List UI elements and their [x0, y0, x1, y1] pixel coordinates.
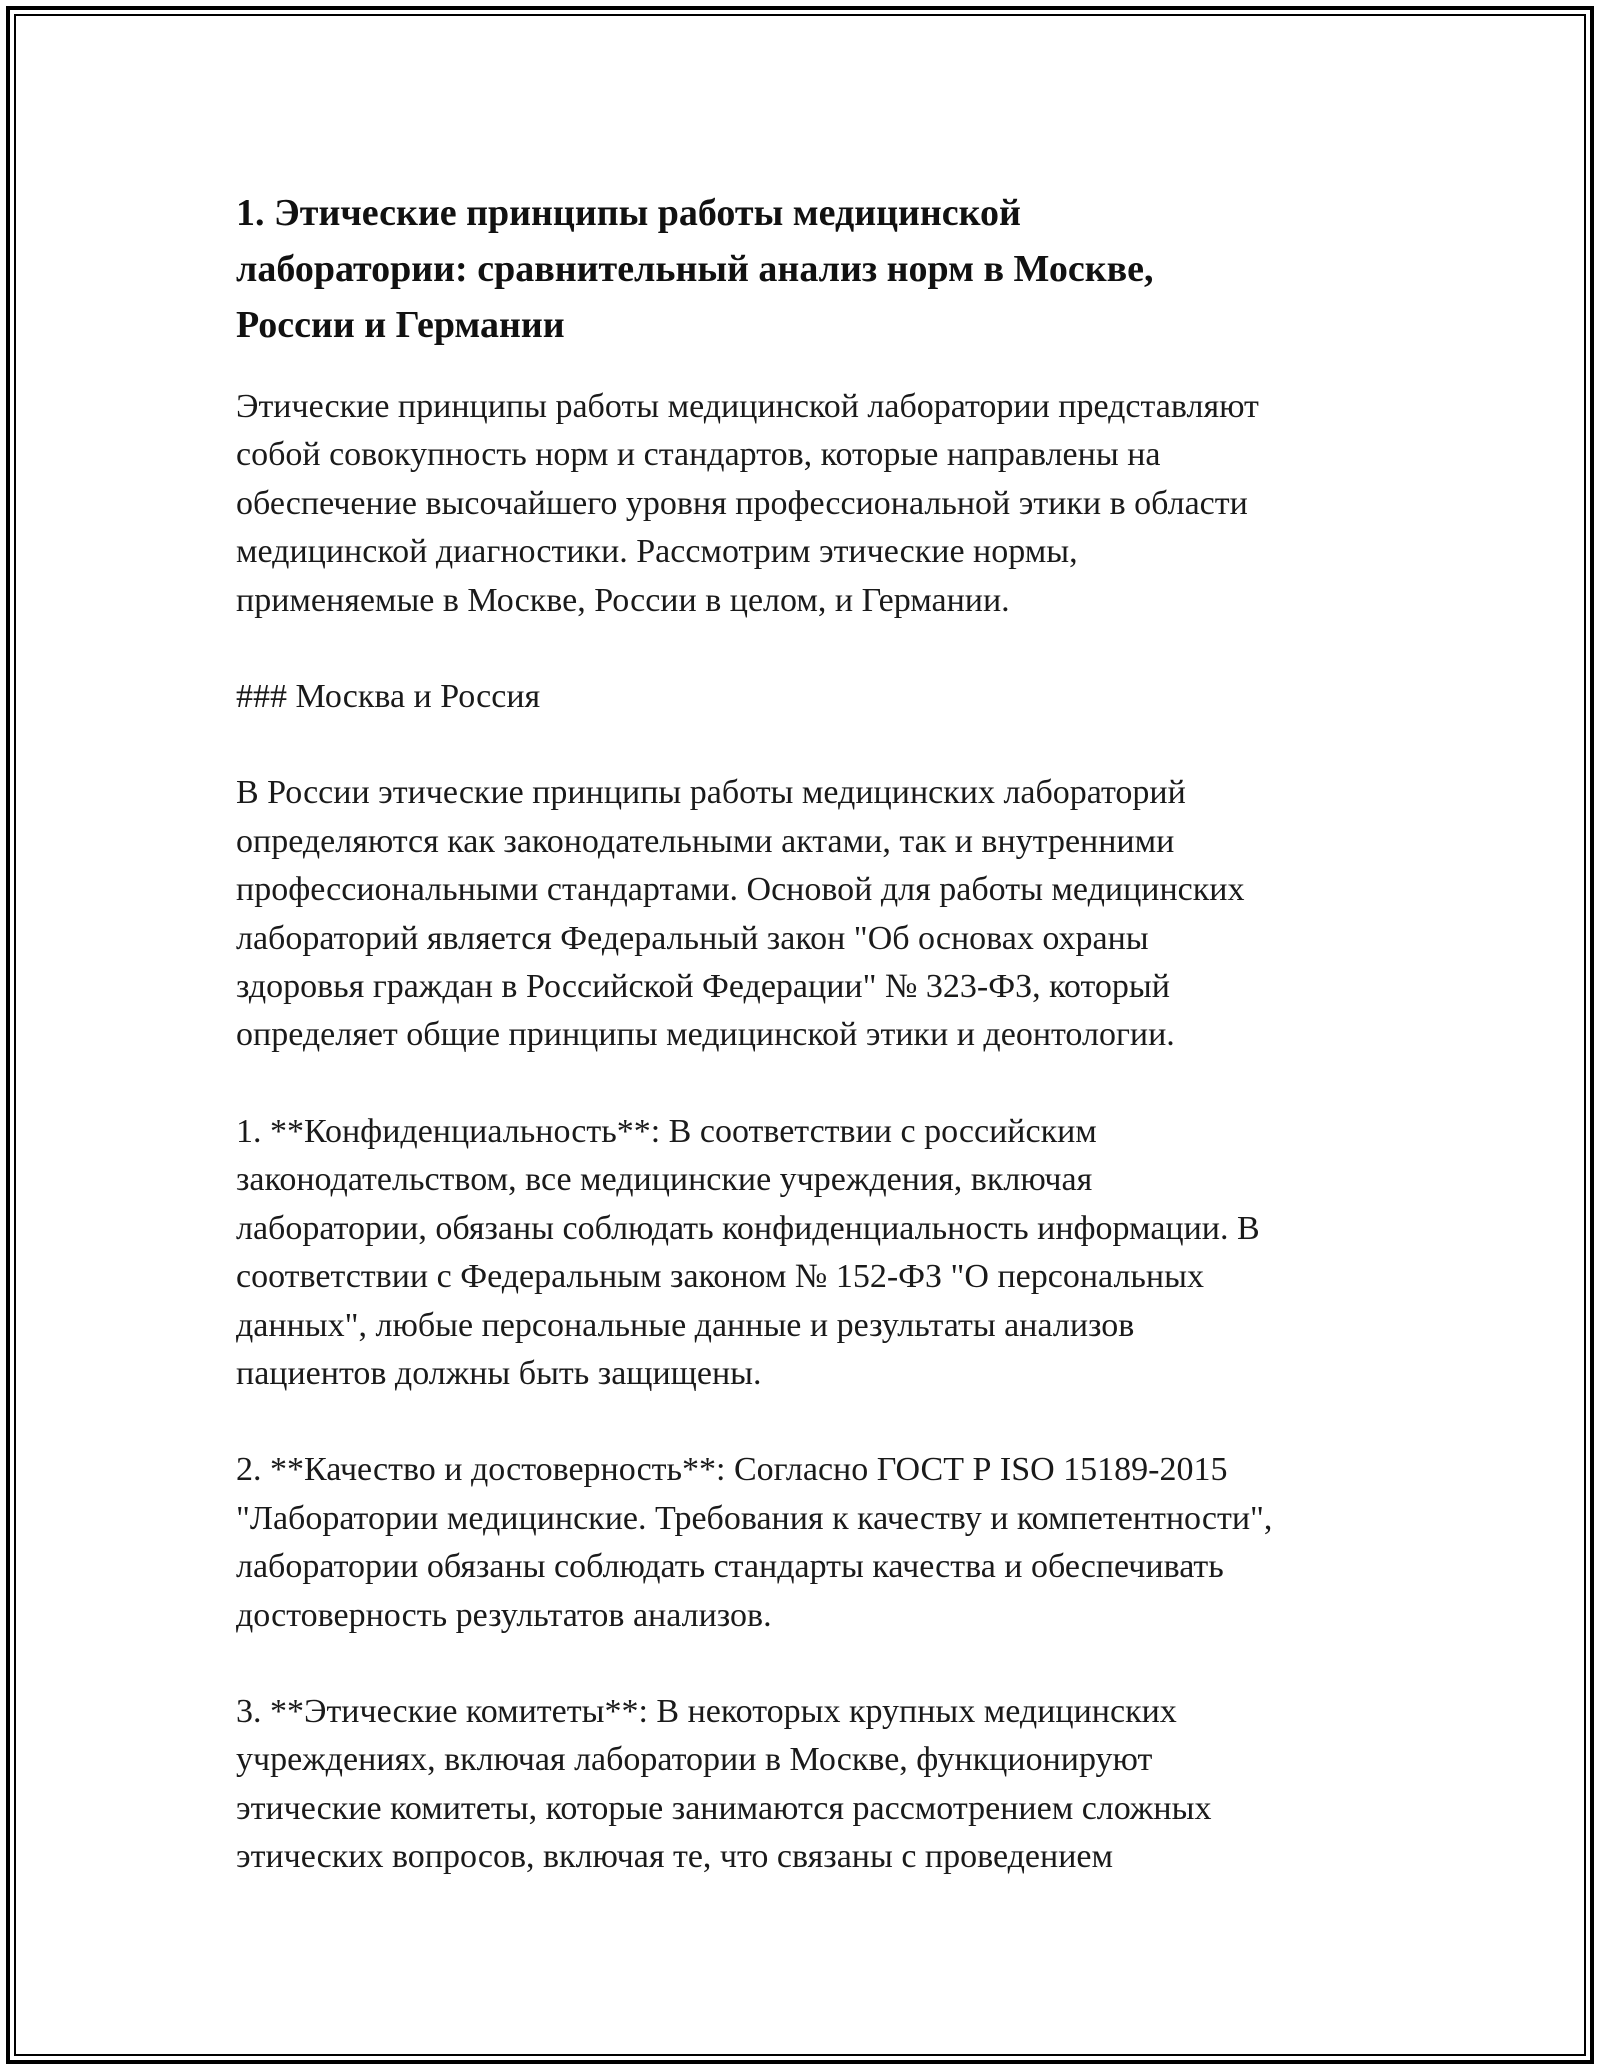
intro-paragraph	[236, 383, 1366, 625]
title-line: 1. Этические принципы работы медицинской	[236, 192, 1021, 234]
text-line: Этические принципы работы медицинской лаборатории представляют	[236, 388, 1259, 425]
title-line: России и Германии	[236, 304, 565, 346]
text-line: пациентов должны быть защищены.	[236, 1354, 762, 1392]
list-item-quality	[236, 1446, 1366, 1640]
document-body	[236, 185, 1366, 1930]
text-line: В России этические принципы работы медицинских лабораторий	[236, 774, 1186, 812]
text-line: лабораторий является Федеральный закон "Об основах охраны	[236, 919, 1149, 957]
text-line: соответствии с Федеральным законом № 152-ФЗ "О персональных	[236, 1258, 1204, 1296]
text-line: здоровья граждан в Российской Федерации" № 323-ФЗ, который	[236, 968, 1170, 1006]
list-item-confidentiality	[236, 1108, 1366, 1398]
section-heading-paragraph	[236, 673, 1366, 721]
text-line: медицинской диагностики. Рассмотрим этические нормы,	[236, 533, 1078, 571]
text-line: "Лаборатории медицинские. Требования к качеству и компетентности",	[236, 1499, 1273, 1537]
text-line: 1. **Конфиденциальность**: В соответствии с российским	[236, 1112, 1097, 1150]
text-line: лаборатории, обязаны соблюдать конфиденциальность информации. В	[236, 1209, 1260, 1247]
text-line: лаборатории обязаны соблюдать стандарты качества и обеспечивать	[236, 1548, 1224, 1586]
text-line: профессиональными стандартами. Основой для работы медицинских	[236, 871, 1245, 909]
text-line: этических вопросов, включая те, что связаны с проведением	[236, 1838, 1113, 1876]
text-line: достоверность результатов анализов.	[236, 1596, 772, 1634]
text-line: учреждениях, включая лаборатории в Москве, функционируют	[236, 1741, 1153, 1779]
text-line: ### Москва и Россия	[236, 678, 541, 716]
text-line: 2. **Качество и достоверность**: Согласно ГОСТ Р ISO 15189-2015	[236, 1451, 1228, 1489]
title-line: лаборатории: сравнительный анализ норм в Москве,	[236, 248, 1154, 290]
text-line: данных", любые персональные данные и результаты анализов	[236, 1306, 1135, 1344]
russia-paragraph	[236, 769, 1366, 1059]
text-line: законодательством, все медицинские учреждения, включая	[236, 1161, 1093, 1199]
text-line: 3. **Этические комитеты**: В некоторых крупных медицинских	[236, 1692, 1177, 1730]
text-line: применяемые в Москве, России в целом, и Германии.	[236, 581, 1010, 619]
text-line: собой совокупность норм и стандартов, которые направлены на	[236, 436, 1161, 474]
text-line: обеспечение высочайшего уровня профессиональной этики в области	[236, 484, 1248, 522]
text-line: определяет общие принципы медицинской этики и деонтологии.	[236, 1016, 1175, 1054]
text-line: определяются как законодательными актами, так и внутренними	[236, 822, 1175, 860]
list-item-ethics-committees	[236, 1688, 1366, 1882]
document-title	[236, 185, 1366, 353]
text-line: этические комитеты, которые занимаются рассмотрением сложных	[236, 1789, 1212, 1827]
